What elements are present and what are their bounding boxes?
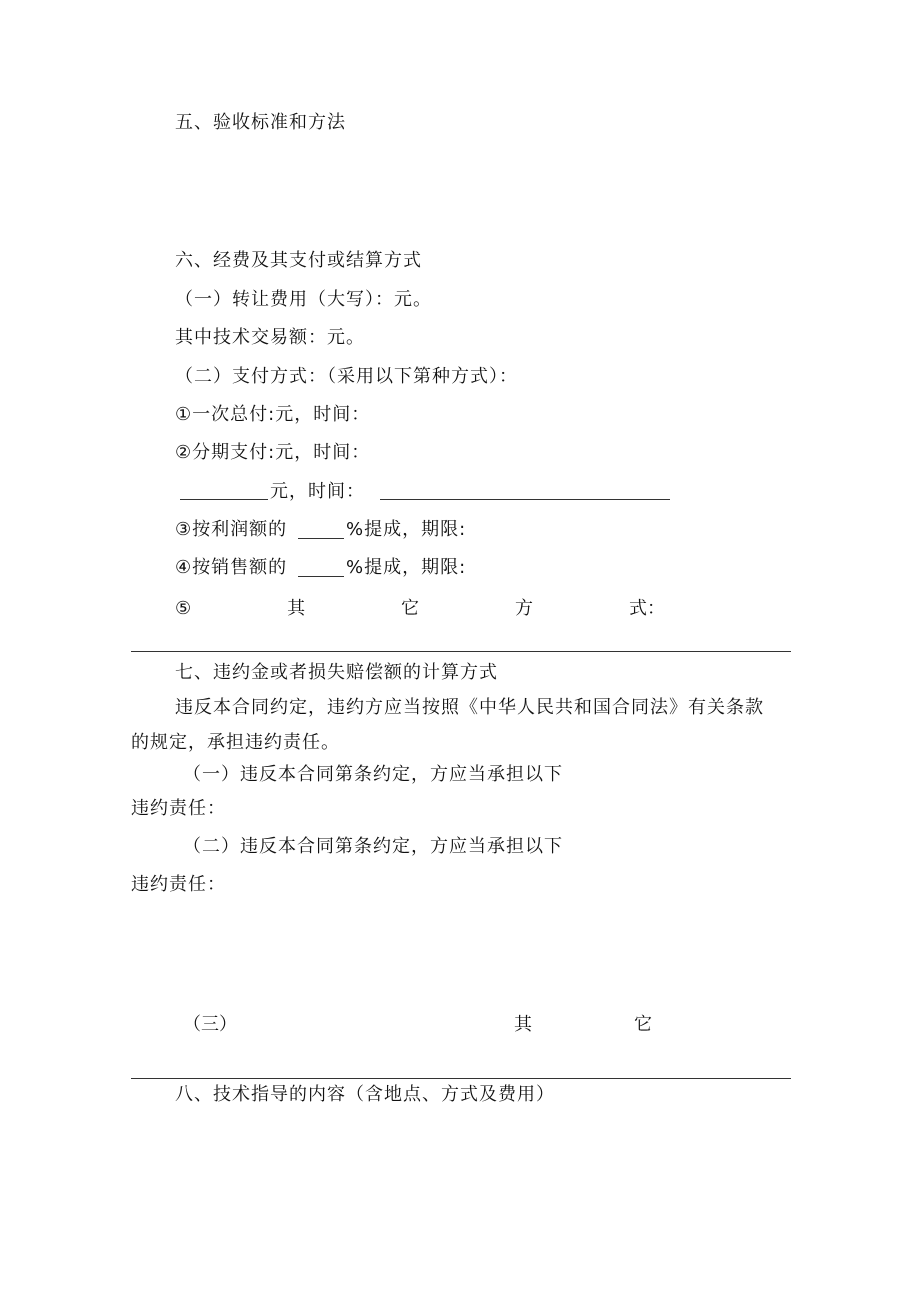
section-7-title: 七、违约金或者损失赔偿额的计算方式 xyxy=(175,662,498,683)
other-method-rule xyxy=(131,651,791,652)
payment-option-4-label: ④按销售额的 xyxy=(175,557,288,578)
sales-percent-blank xyxy=(298,576,344,577)
payment-method-line: （二）支付方式：（采用以下第种方式）： xyxy=(175,366,518,387)
breach-item-3-char: 它 xyxy=(634,1014,652,1035)
profit-percent-blank xyxy=(298,538,344,539)
option-5-char: 方 xyxy=(515,598,533,619)
tech-trade-amount-line: 其中技术交易额：元。 xyxy=(175,327,365,348)
breach-item-3-char: 其 xyxy=(514,1014,532,1035)
other-liability-rule xyxy=(131,1078,791,1079)
breach-item-2-cont: 违约责任： xyxy=(131,874,226,895)
section-7-para-line1: 违反本合同约定，违约方应当按照《中华人民共和国合同法》有关条款 xyxy=(175,697,764,718)
payment-option-3-suffix: %提成，期限: xyxy=(346,519,467,540)
transfer-fee-line: （一）转让费用（大写）：元。 xyxy=(175,289,432,310)
option-5-char: 其 xyxy=(287,598,306,619)
payment-option-2-installment: 元，时间： xyxy=(270,481,365,502)
section-8-title: 八、技术指导的内容（含地点、方式及费用） xyxy=(175,1084,555,1105)
section-5-title: 五、验收标准和方法 xyxy=(175,112,346,133)
payment-option-4-suffix: %提成，期限: xyxy=(346,557,467,578)
option-5-char: ⑤ xyxy=(175,598,192,619)
breach-item-1: （一）违反本合同第条约定，方应当承担以下 xyxy=(183,764,563,785)
option-5-char: 它 xyxy=(401,598,420,619)
breach-item-1-cont: 违约责任： xyxy=(131,798,226,819)
payment-option-5 xyxy=(175,598,665,620)
time-blank xyxy=(380,499,670,500)
section-6-title: 六、经费及其支付或结算方式 xyxy=(175,250,422,271)
payment-option-3-label: ③按利润额的 xyxy=(175,519,288,540)
option-5-char: 式： xyxy=(628,598,665,619)
amount-blank xyxy=(180,499,268,500)
breach-item-2: （二）违反本合同第条约定，方应当承担以下 xyxy=(183,836,563,857)
payment-option-1: ①一次总付:元，时间： xyxy=(175,404,371,425)
section-7-para-line2: 的规定，承担违约责任。 xyxy=(131,732,340,753)
breach-item-3-label: （三） xyxy=(183,1014,237,1035)
payment-option-2: ②分期支付:元，时间： xyxy=(175,442,371,463)
